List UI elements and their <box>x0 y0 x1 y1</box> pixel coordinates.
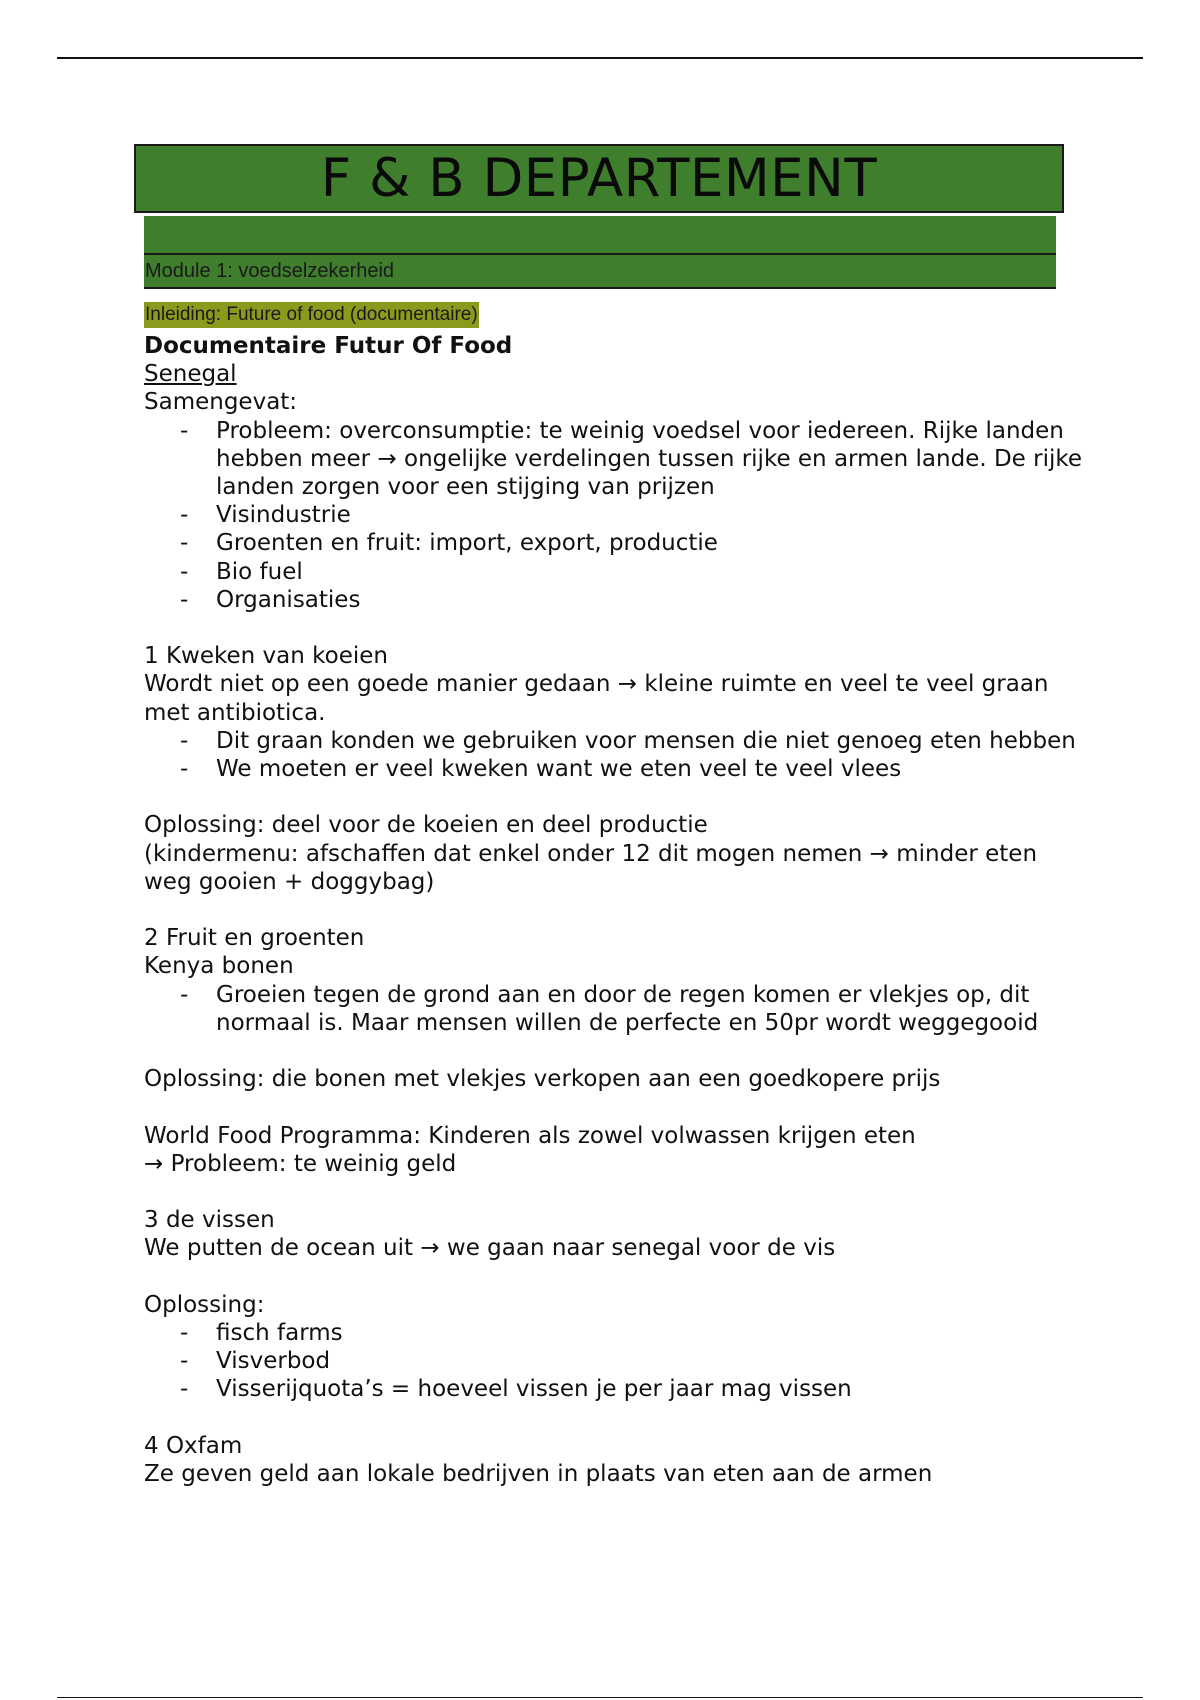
document-body <box>144 299 1084 1488</box>
list-item: - Visindustrie <box>216 501 1084 529</box>
list-item: - Visserijquota’s = hoeveel vissen je per jaar mag vissen <box>216 1375 1084 1403</box>
section-list <box>144 727 1084 783</box>
list-item: - Groenten en fruit: import, export, productie <box>216 529 1084 557</box>
module-band <box>144 255 1056 288</box>
summary-label: Samengevat: <box>144 389 298 416</box>
section-text: Kenya bonen <box>144 953 294 980</box>
section-title: 1 Kweken van koeien <box>144 643 388 670</box>
intro-highlight: Inleiding: Future of food (documentaire) <box>144 302 479 328</box>
section-text: We putten de ocean uit → we gaan naar senegal voor de vis <box>144 1235 836 1262</box>
page-title: F & B DEPARTEMENT <box>320 148 878 209</box>
section-title: 2 Fruit en groenten <box>144 925 365 952</box>
section-list <box>144 1319 1084 1404</box>
list-item: - Dit graan konden we gebruiken voor mensen die niet genoeg eten hebben <box>216 727 1084 755</box>
list-item: - Organisaties <box>216 586 1084 614</box>
band-divider <box>144 287 1056 289</box>
summary-list <box>144 417 1084 614</box>
doc-heading: Documentaire Futur Of Food <box>144 333 513 359</box>
green-band <box>144 216 1056 253</box>
section-solution: Oplossing: deel voor de koeien en deel productie <box>144 812 708 839</box>
doc-subheading: Senegal <box>144 361 237 388</box>
section-text: Ze geven geld aan lokale bedrijven in plaats van eten aan de armen <box>144 1461 933 1487</box>
list-item: - Visverbod <box>216 1347 1084 1375</box>
section-solution: Oplossing: <box>144 1291 265 1318</box>
wfp-problem: → Probleem: te weinig geld <box>144 1150 457 1177</box>
bottom-rule <box>57 1697 1143 1698</box>
top-rule <box>57 57 1143 59</box>
section-note: (kindermenu: afschaffen dat enkel onder 12 dit mogen nemen → minder eten weg gooien + doggybag) <box>144 840 1038 895</box>
module-title: Module 1: voedselzekerheid <box>145 260 395 282</box>
list-item: - Probleem: overconsumptie: te weinig voedsel voor iedereen. Rijke landen hebben meer → ongelijke verdelingen tussen rijke en armen lande. De rijke landen zorgen voor een stijging van prijzen <box>216 417 1084 502</box>
section-title: 4 Oxfam <box>144 1432 243 1459</box>
list-item: - Groeien tegen de grond aan en door de regen komen er vlekjes op, dit normaal is. Maar mensen willen de perfecte en 50pr wordt weggegooid <box>216 981 1084 1037</box>
title-banner <box>134 144 1064 213</box>
wfp-text: World Food Programma: Kinderen als zowel volwassen krijgen eten <box>144 1122 916 1149</box>
list-item: - We moeten er veel kweken want we eten veel te veel vlees <box>216 755 1084 783</box>
section-solution: Oplossing: die bonen met vlekjes verkopen aan een goedkopere prijs <box>144 1066 941 1093</box>
section-title: 3 de vissen <box>144 1207 275 1234</box>
list-item: - Bio fuel <box>216 558 1084 586</box>
list-item: - fisch farms <box>216 1319 1084 1347</box>
section-list <box>144 981 1084 1037</box>
section-text: Wordt niet op een goede manier gedaan → kleine ruimte en veel te veel graan met antibiotica. <box>144 671 1049 726</box>
